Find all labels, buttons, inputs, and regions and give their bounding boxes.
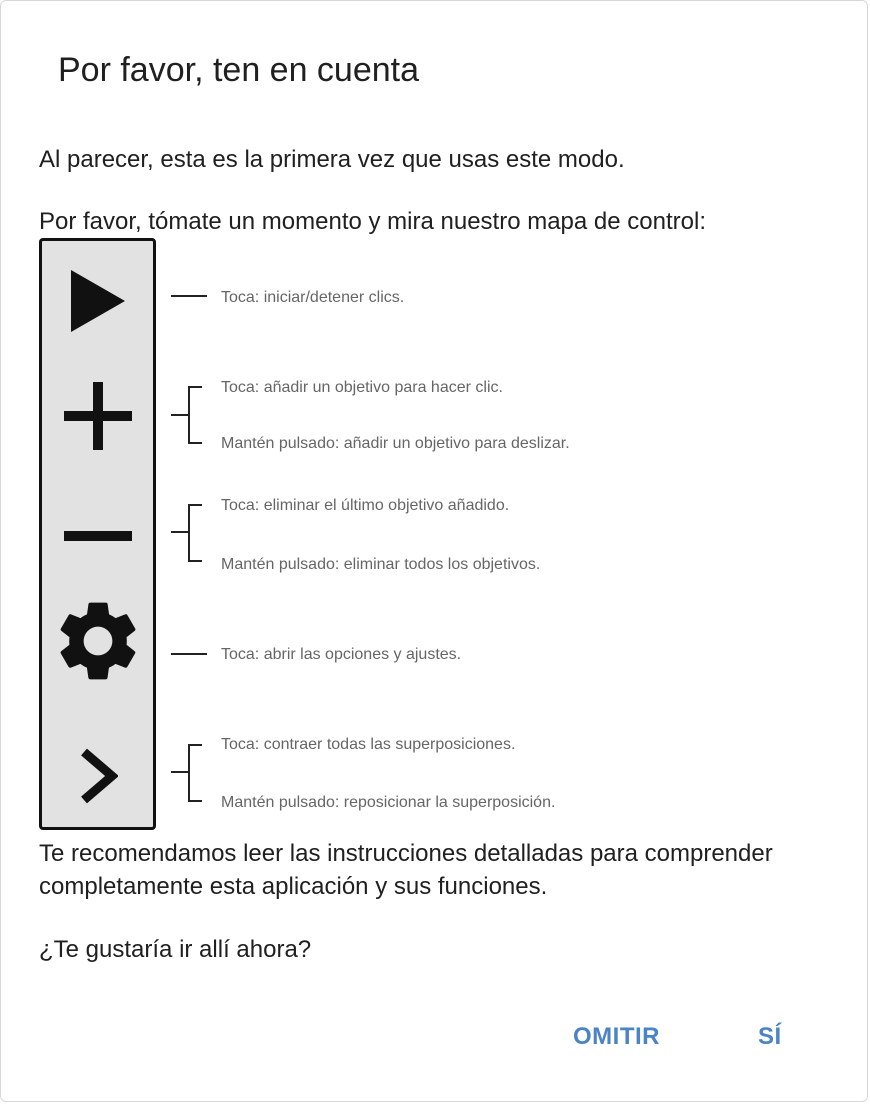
note-plus-hold: Mantén pulsado: añadir un objetivo para deslizar. (221, 435, 570, 452)
recommendation-text: Te recomendamos leer las instrucciones detalladas para comprender completamente esta aplicación y sus funciones. (39, 840, 773, 900)
play-connector (171, 295, 207, 297)
chevron-bracket (188, 744, 202, 802)
note-minus-tap: Toca: eliminar el último objetivo añadido. (221, 497, 510, 514)
minus-icon (42, 496, 153, 576)
prompt-text: Por favor, tómate un momento y mira nuestro mapa de control: (39, 208, 706, 235)
gear-connector (171, 653, 207, 655)
note-gear-tap: Toca: abrir las opciones y ajustes. (221, 646, 462, 663)
plus-bracket-stub (171, 414, 189, 416)
play-icon (42, 261, 153, 341)
note-chevron-tap: Toca: contraer todas las superposiciones. (221, 736, 516, 753)
note-chevron-hold: Mantén pulsado: reposicionar la superposición. (221, 794, 556, 811)
chevron-bracket-stub (171, 771, 189, 773)
minus-bracket-stub (171, 531, 189, 533)
note-play-tap: Toca: iniciar/detener clics. (221, 289, 405, 306)
plus-bracket (188, 386, 202, 444)
note-minus-hold: Mantén pulsado: eliminar todos los objetivos. (221, 556, 541, 573)
question-text: ¿Te gustaría ir allí ahora? (39, 936, 312, 963)
dialog-title: Por favor, ten en cuenta (58, 51, 420, 89)
yes-button[interactable]: SÍ (758, 1023, 782, 1050)
note-plus-tap: Toca: añadir un objetivo para hacer clic. (221, 379, 503, 396)
intro-text: Al parecer, esta es la primera vez que usas este modo. (39, 146, 625, 173)
chevron-right-icon (42, 736, 153, 816)
plus-icon (42, 376, 153, 456)
minus-bracket (188, 504, 202, 562)
gear-icon (42, 601, 153, 681)
control-map-bar (39, 238, 156, 830)
skip-button[interactable]: OMITIR (573, 1023, 660, 1050)
